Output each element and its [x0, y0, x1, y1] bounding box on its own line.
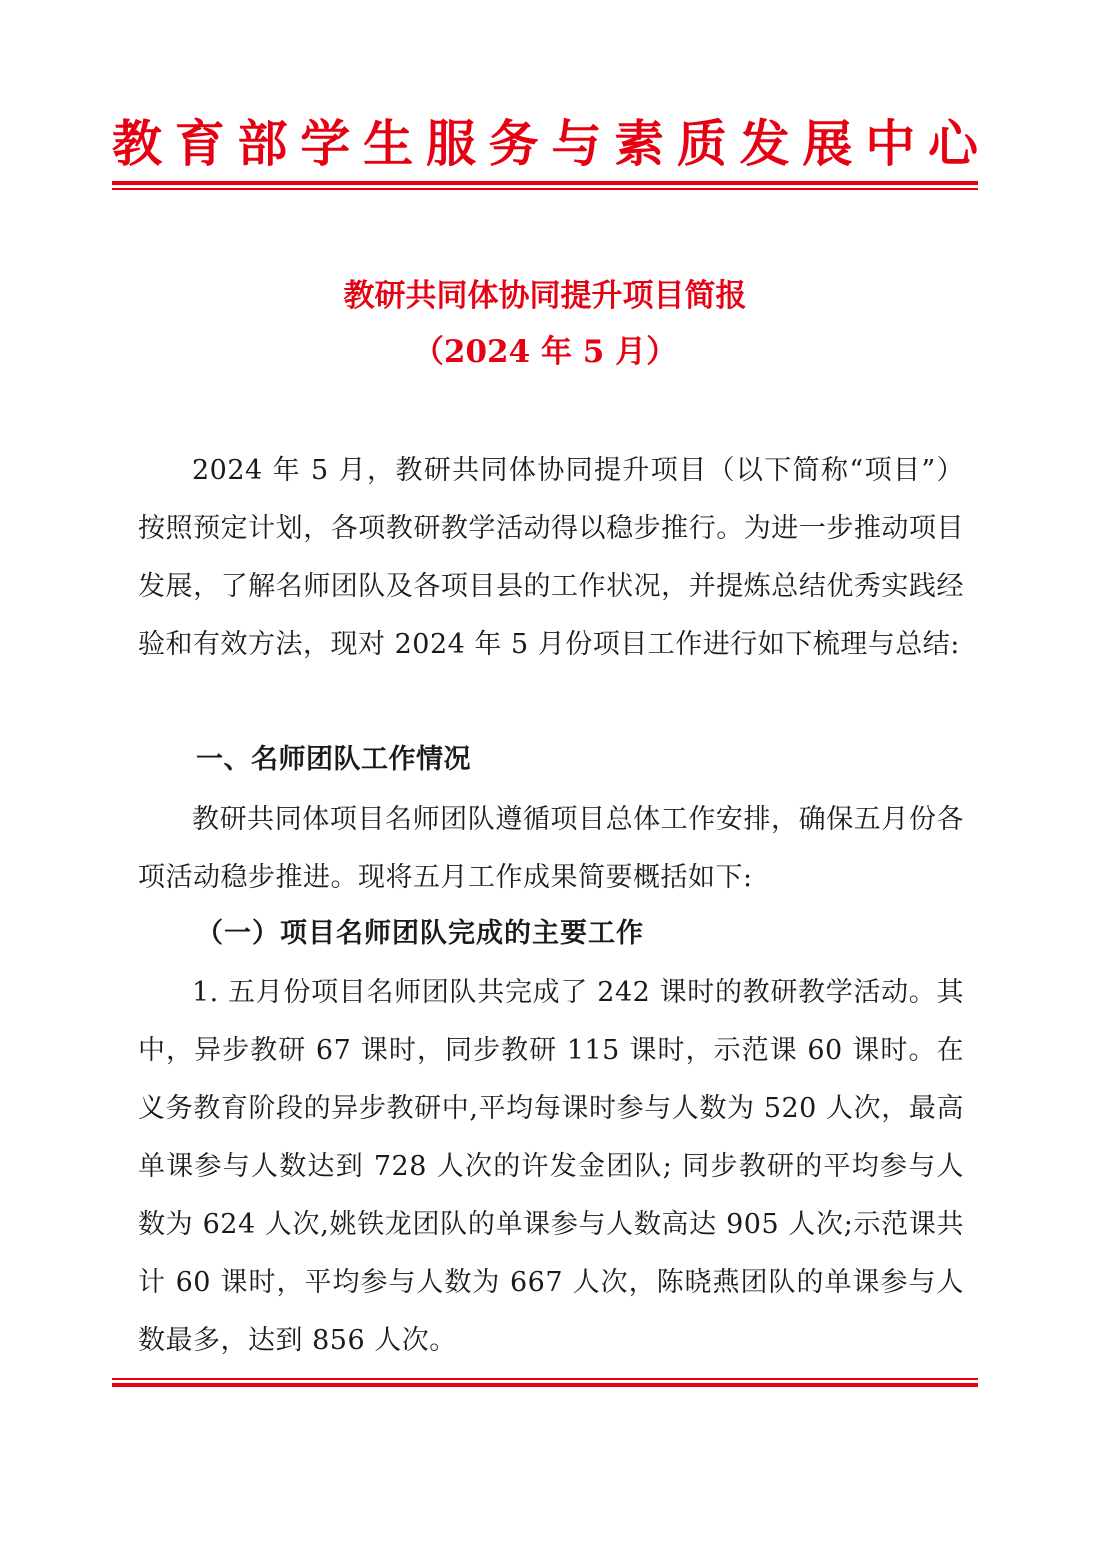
masthead-char: 育 [174, 114, 225, 173]
footer-divider [112, 1378, 978, 1387]
section-heading: 一、名师团队工作情况 [196, 744, 471, 775]
masthead-char: 服 [425, 114, 476, 173]
masthead-title [112, 108, 978, 180]
masthead-char: 与 [551, 114, 602, 173]
intro-paragraph: 2024 年 5 月，教研共同体协同提升项目（以下简称“项目”）按照预定计划，各项教研教学活动得以稳步推行。为进一步推动项目发展，了解名师团队及各项目县的工作状况，并提炼总结优秀实践经验和有效方法，现对 2024 年 5 月份项目工作进行如下梳理与总结: [138, 455, 964, 660]
subsection-heading: （一）项目名师团队完成的主要工作 [196, 918, 644, 949]
masthead-char: 生 [363, 114, 414, 173]
document-subtitle: （2024 年 5 月） [412, 334, 678, 370]
document-title: 教研共同体协同提升项目简报 [343, 278, 747, 314]
masthead-char: 展 [802, 114, 853, 173]
masthead-char: 教 [112, 114, 162, 173]
masthead-char: 学 [300, 114, 351, 173]
masthead-char: 素 [614, 114, 665, 173]
masthead-char: 务 [488, 114, 539, 173]
item-paragraph: 1. 五月份项目名师团队共完成了 242 课时的教研教学活动。其中，异步教研 67 课时，同步教研 115 课时，示范课 60 课时。在义务教育阶段的异步教研中,平均每课时参与人数为 520 人次，最高单课参与人数达到 728 人次的许发金团队; 同步教研的平均参与人数为 624 人次,姚铁龙团队的单课参与人数高达 905 人次;示范课共计 60 课时，平均参与人数为 667 人次，陈晓燕团队的单课参与人数最多，达到 856 人次。 [138, 977, 964, 1356]
masthead-char: 质 [676, 114, 727, 173]
masthead-char: 中 [865, 114, 916, 173]
masthead-char: 心 [927, 114, 978, 173]
header-divider [112, 181, 978, 190]
masthead-char: 发 [739, 114, 790, 173]
section-paragraph: 教研共同体项目名师团队遵循项目总体工作安排，确保五月份各项活动稳步推进。现将五月工作成果简要概括如下: [138, 804, 964, 893]
masthead-char: 部 [237, 114, 288, 173]
